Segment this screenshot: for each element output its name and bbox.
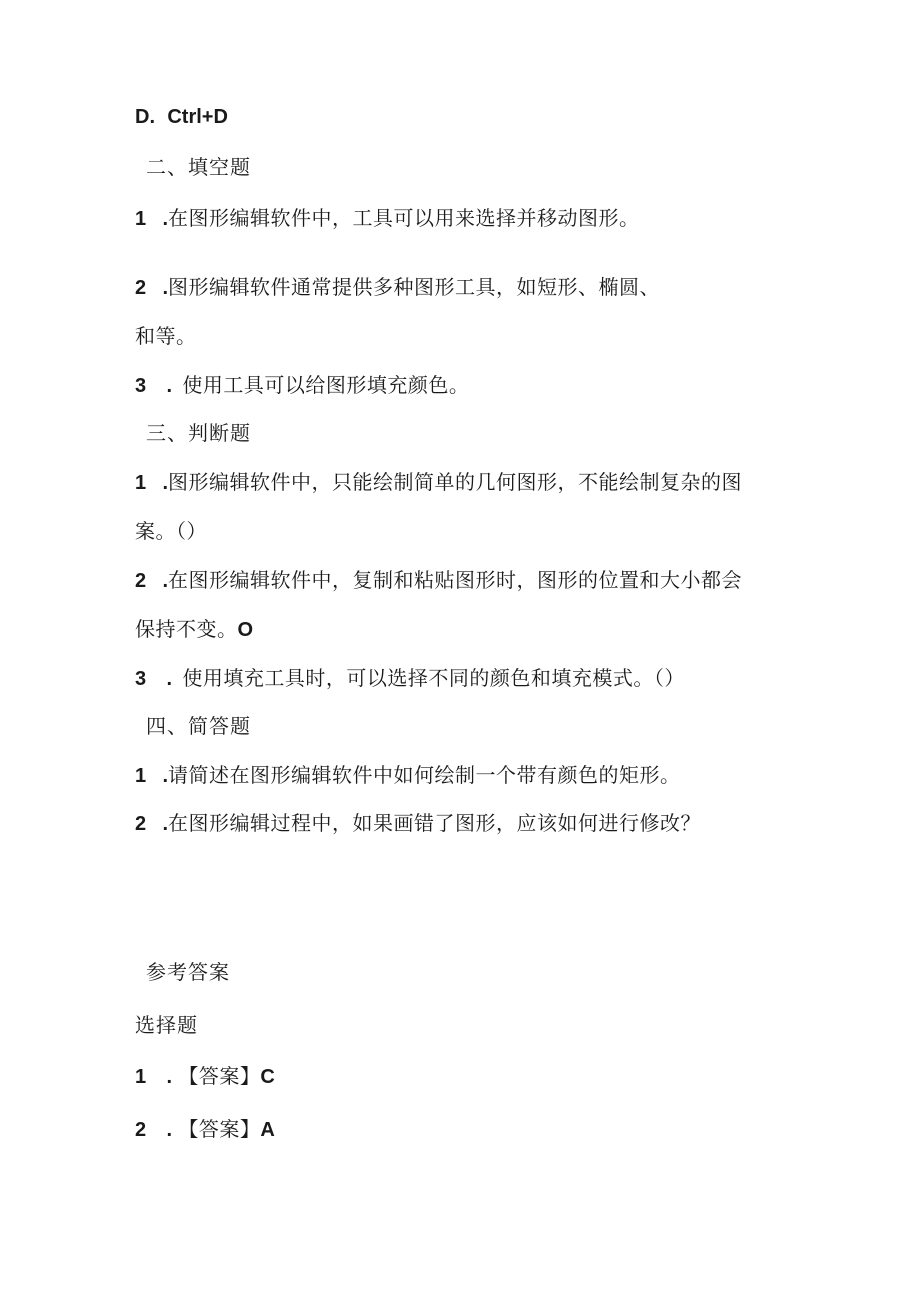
answer-number: 1 — [135, 1066, 147, 1088]
question-text: 请简述在图形编辑软件中如何绘制一个带有颜色的矩形。 — [168, 763, 681, 787]
true-false-question-1-continuation: 案。（） — [135, 519, 207, 543]
section-title-true-false: 三、判断题 — [146, 421, 251, 445]
question-number: 1 — [135, 765, 147, 787]
question-separator: . — [166, 375, 173, 397]
answer-value: A — [260, 1119, 275, 1141]
question-text: 使用填充工具时，可以选择不同的颜色和填充模式。（） — [182, 666, 685, 690]
short-answer-question-2 — [135, 809, 701, 838]
true-false-question-3 — [135, 664, 685, 693]
question-number: 3 — [135, 375, 147, 397]
fill-blank-question-3 — [135, 371, 469, 400]
question-separator: . — [162, 472, 169, 494]
continuation-tail: O — [237, 619, 254, 641]
question-number: 1 — [135, 208, 147, 230]
fill-blank-question-1 — [135, 204, 640, 233]
question-text: 使用工具可以给图形填充颜色。 — [182, 373, 470, 397]
option-d-letter: D. — [135, 106, 155, 128]
question-separator: . — [162, 765, 169, 787]
question-number: 1 — [135, 472, 147, 494]
answer-separator: . — [166, 1119, 173, 1141]
option-d-text: Ctrl+D — [167, 106, 228, 128]
answer-2 — [135, 1115, 275, 1144]
answers-title: 参考答案 — [146, 960, 230, 984]
answer-value: C — [260, 1066, 275, 1088]
option-d — [135, 102, 228, 131]
section-title-short-answer: 四、简答题 — [146, 714, 251, 738]
fill-blank-question-2-continuation: 和等。 — [135, 324, 197, 348]
question-text: 在图形编辑软件中，复制和粘贴图形时，图形的位置和大小都会 — [168, 568, 743, 592]
question-text: 图形编辑软件中，只能绘制简单的几何图形，不能绘制复杂的图 — [168, 470, 743, 494]
question-separator: . — [162, 813, 169, 835]
answer-separator: . — [166, 1066, 173, 1088]
answers-subtitle: 选择题 — [135, 1013, 198, 1037]
question-separator: . — [162, 277, 169, 299]
question-number: 3 — [135, 668, 147, 690]
true-false-question-1 — [135, 468, 742, 497]
question-separator: . — [162, 208, 169, 230]
continuation-text: 保持不变。 — [135, 617, 238, 641]
question-separator: . — [166, 668, 173, 690]
question-number: 2 — [135, 813, 147, 835]
answer-label: 【答案】 — [178, 1117, 261, 1141]
fill-blank-question-2 — [135, 273, 660, 302]
question-text: 在图形编辑软件中，工具可以用来选择并移动图形。 — [168, 206, 640, 230]
question-text: 在图形编辑过程中，如果画错了图形，应该如何进行修改？ — [168, 811, 702, 835]
short-answer-question-1 — [135, 761, 681, 790]
question-text: 图形编辑软件通常提供多种图形工具，如短形、椭圆、 — [168, 275, 661, 299]
answer-label: 【答案】 — [178, 1064, 261, 1088]
answer-number: 2 — [135, 1119, 147, 1141]
section-title-fill-blank: 二、填空题 — [146, 155, 251, 179]
question-number: 2 — [135, 277, 147, 299]
answer-1 — [135, 1062, 275, 1091]
question-number: 2 — [135, 570, 147, 592]
true-false-question-2-continuation — [135, 615, 253, 644]
question-separator: . — [162, 570, 169, 592]
true-false-question-2 — [135, 566, 742, 595]
